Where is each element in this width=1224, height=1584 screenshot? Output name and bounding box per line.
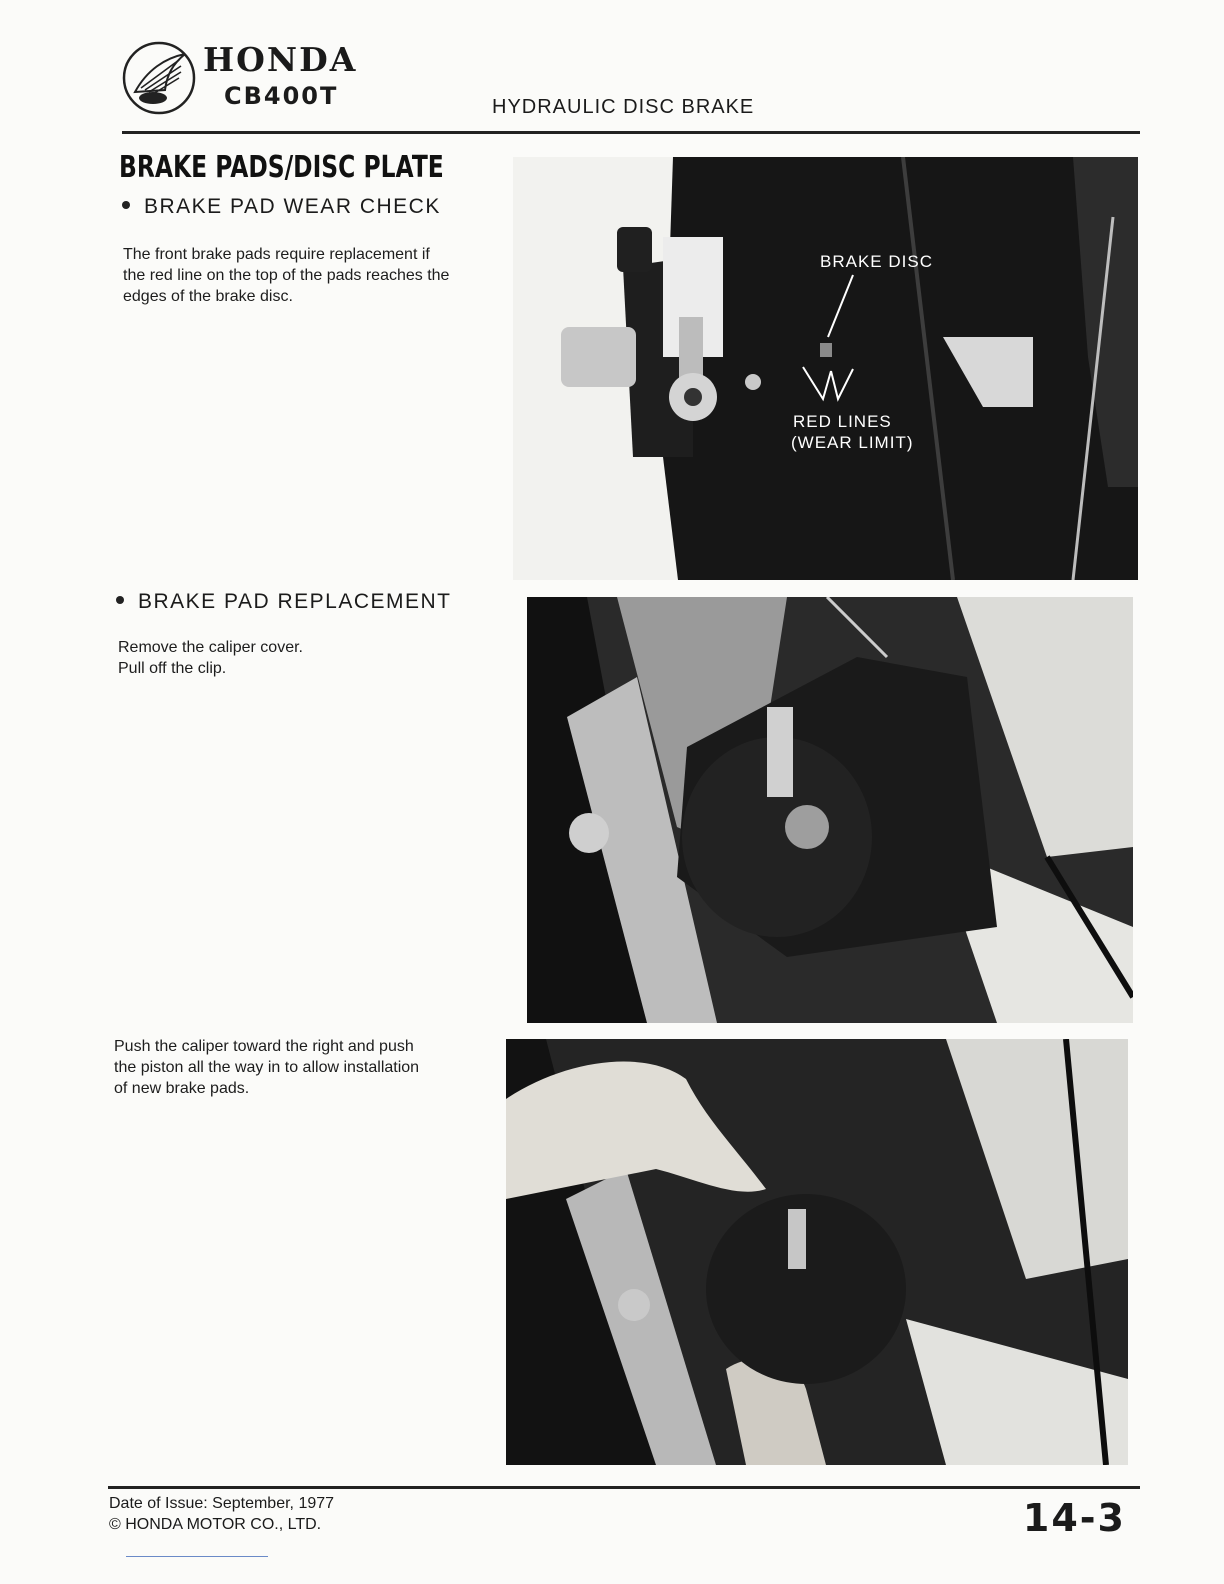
bullet-icon: [116, 596, 124, 604]
page-heading: BRAKE PADS/DISC PLATE: [119, 150, 444, 185]
subhead-pad-replacement: [116, 590, 452, 614]
footer-divider: [108, 1486, 1140, 1489]
photo-push-caliper: [506, 1039, 1128, 1465]
section-title: HYDRAULIC DISC BRAKE: [492, 96, 755, 118]
text-line: The front brake pads require replacement if: [123, 246, 430, 263]
issue-date: Date of Issue: September, 1977: [109, 1495, 335, 1512]
subhead-label: BRAKE PAD REPLACEMENT: [138, 590, 452, 613]
text-line: Push the caliper toward the right and push: [114, 1038, 414, 1055]
scan-mark: [126, 1556, 268, 1557]
copyright: © HONDA MOTOR CO., LTD.: [109, 1516, 322, 1533]
header-divider: [122, 131, 1140, 134]
pad-replacement-text: [118, 637, 498, 679]
text-line: Remove the caliper cover.: [118, 639, 303, 656]
label-wear-limit: (WEAR LIMIT): [791, 433, 914, 452]
subhead-label: BRAKE PAD WEAR CHECK: [144, 195, 441, 218]
text-line: edges of the brake disc.: [123, 288, 293, 305]
brand-name: HONDA: [203, 40, 358, 79]
text-line: Pull off the clip.: [118, 660, 227, 677]
text-line: of new brake pads.: [114, 1080, 250, 1097]
footer-text: [109, 1493, 334, 1535]
text-line: the piston all the way in to allow installation: [114, 1059, 420, 1076]
photo-wear-check: [513, 157, 1138, 580]
label-red-lines: RED LINES: [793, 412, 892, 431]
photo-caliper-cover: [527, 597, 1133, 1023]
honda-wing-logo: [121, 40, 197, 116]
model-name: CB400T: [224, 82, 339, 110]
bullet-icon: [122, 201, 130, 209]
page-number: 14-3: [1022, 1496, 1126, 1540]
wear-check-text: [123, 244, 503, 307]
subhead-wear-check: [122, 195, 441, 219]
text-line: the red line on the top of the pads reaches the: [123, 267, 450, 284]
label-brake-disc: BRAKE DISC: [820, 252, 933, 271]
push-caliper-text: [114, 1036, 494, 1099]
